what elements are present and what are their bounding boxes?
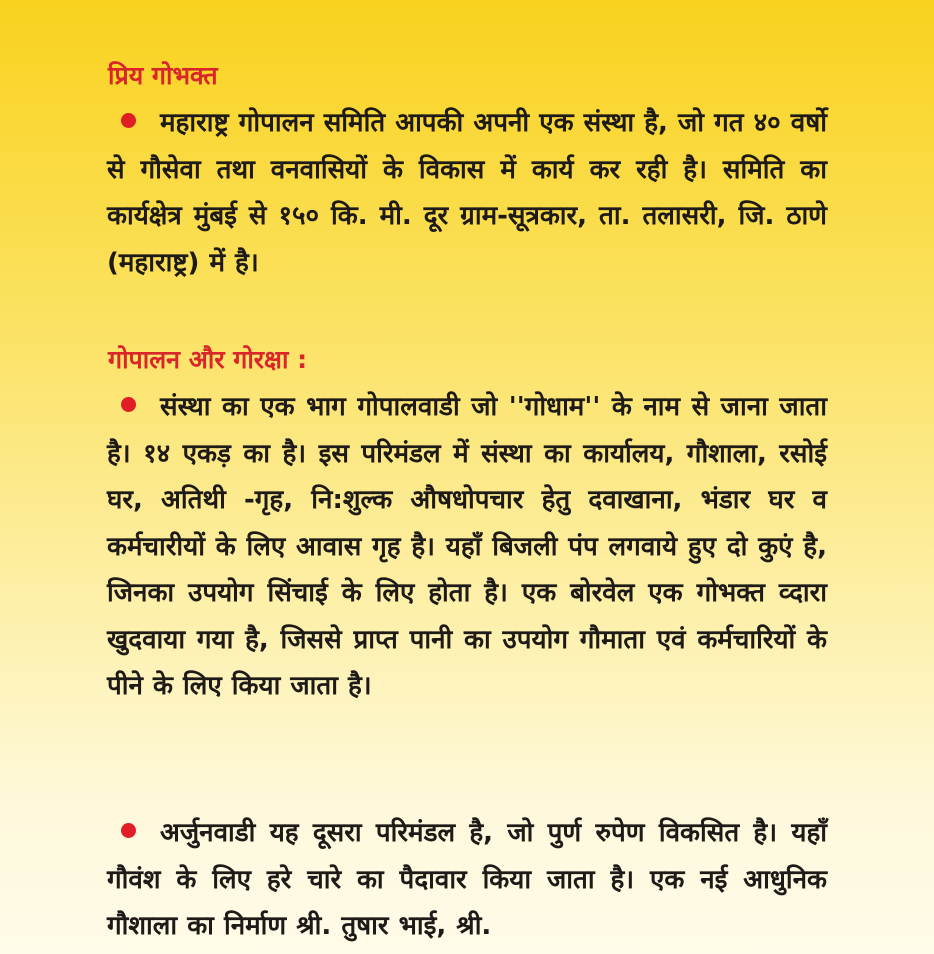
paragraph-arjunwadi [107, 810, 827, 950]
paragraph-text: अर्जुनवाडी यह दूसरा परिमंडल है, जो पुर्ण रुपेण विकसित है। यहाँ गौवंश के लिए हरे चारे का पैदावार किया जाता है। एक नई आधुनिक गौशाला का निर्माण श्री. तुषार भाई, श्री. [107, 818, 827, 941]
section-heading-dear-devotee: प्रिय गोभक्त [108, 61, 218, 90]
paragraph-samiti-intro [107, 100, 827, 286]
paragraph-text: महाराष्ट्र गोपालन समिति आपकी अपनी एक संस्था है, जो गत ४० वर्षो से गौसेवा तथा वनवासियों के विकास में कार्य कर रही है। समिति का कार्यक्षेत्र मुंबई से १५० कि. मी. दूर ग्राम-सूत्रकार, ता. तलासरी, जि. ठाणे (महाराष्ट्र) में है। [107, 108, 827, 278]
section-heading-cow-rearing: गोपालन और गोरक्षा : [108, 345, 308, 374]
paragraph-gopalwadi [107, 384, 827, 710]
bullet-icon [121, 113, 136, 128]
bullet-icon [121, 397, 136, 412]
paragraph-text: संस्था का एक भाग गोपालवाडी जो ''गोधाम'' के नाम से जाना जाता है। १४ एकड़ का है। इस परिमंडल में संस्था का कार्यालय, गौशाला, रसोई घर, अतिथी -गृह, नि:शुल्क औषधोपचार हेतु दवाखाना, भंडार घर व कर्मचारीयों के लिए आवास गृह है। यहाँ बिजली पंप लगवाये हुए दो कुएं है, जिनका उपयोग सिंचाई के लिए होता है। एक बोरवेल एक गोभक्त व्दारा खुदवाया गया है, जिससे प्राप्त पानी का उपयोग गौमाता एवं कर्मचारियों के पीने के लिए किया जाता है। [107, 392, 827, 701]
bullet-icon [121, 823, 136, 838]
